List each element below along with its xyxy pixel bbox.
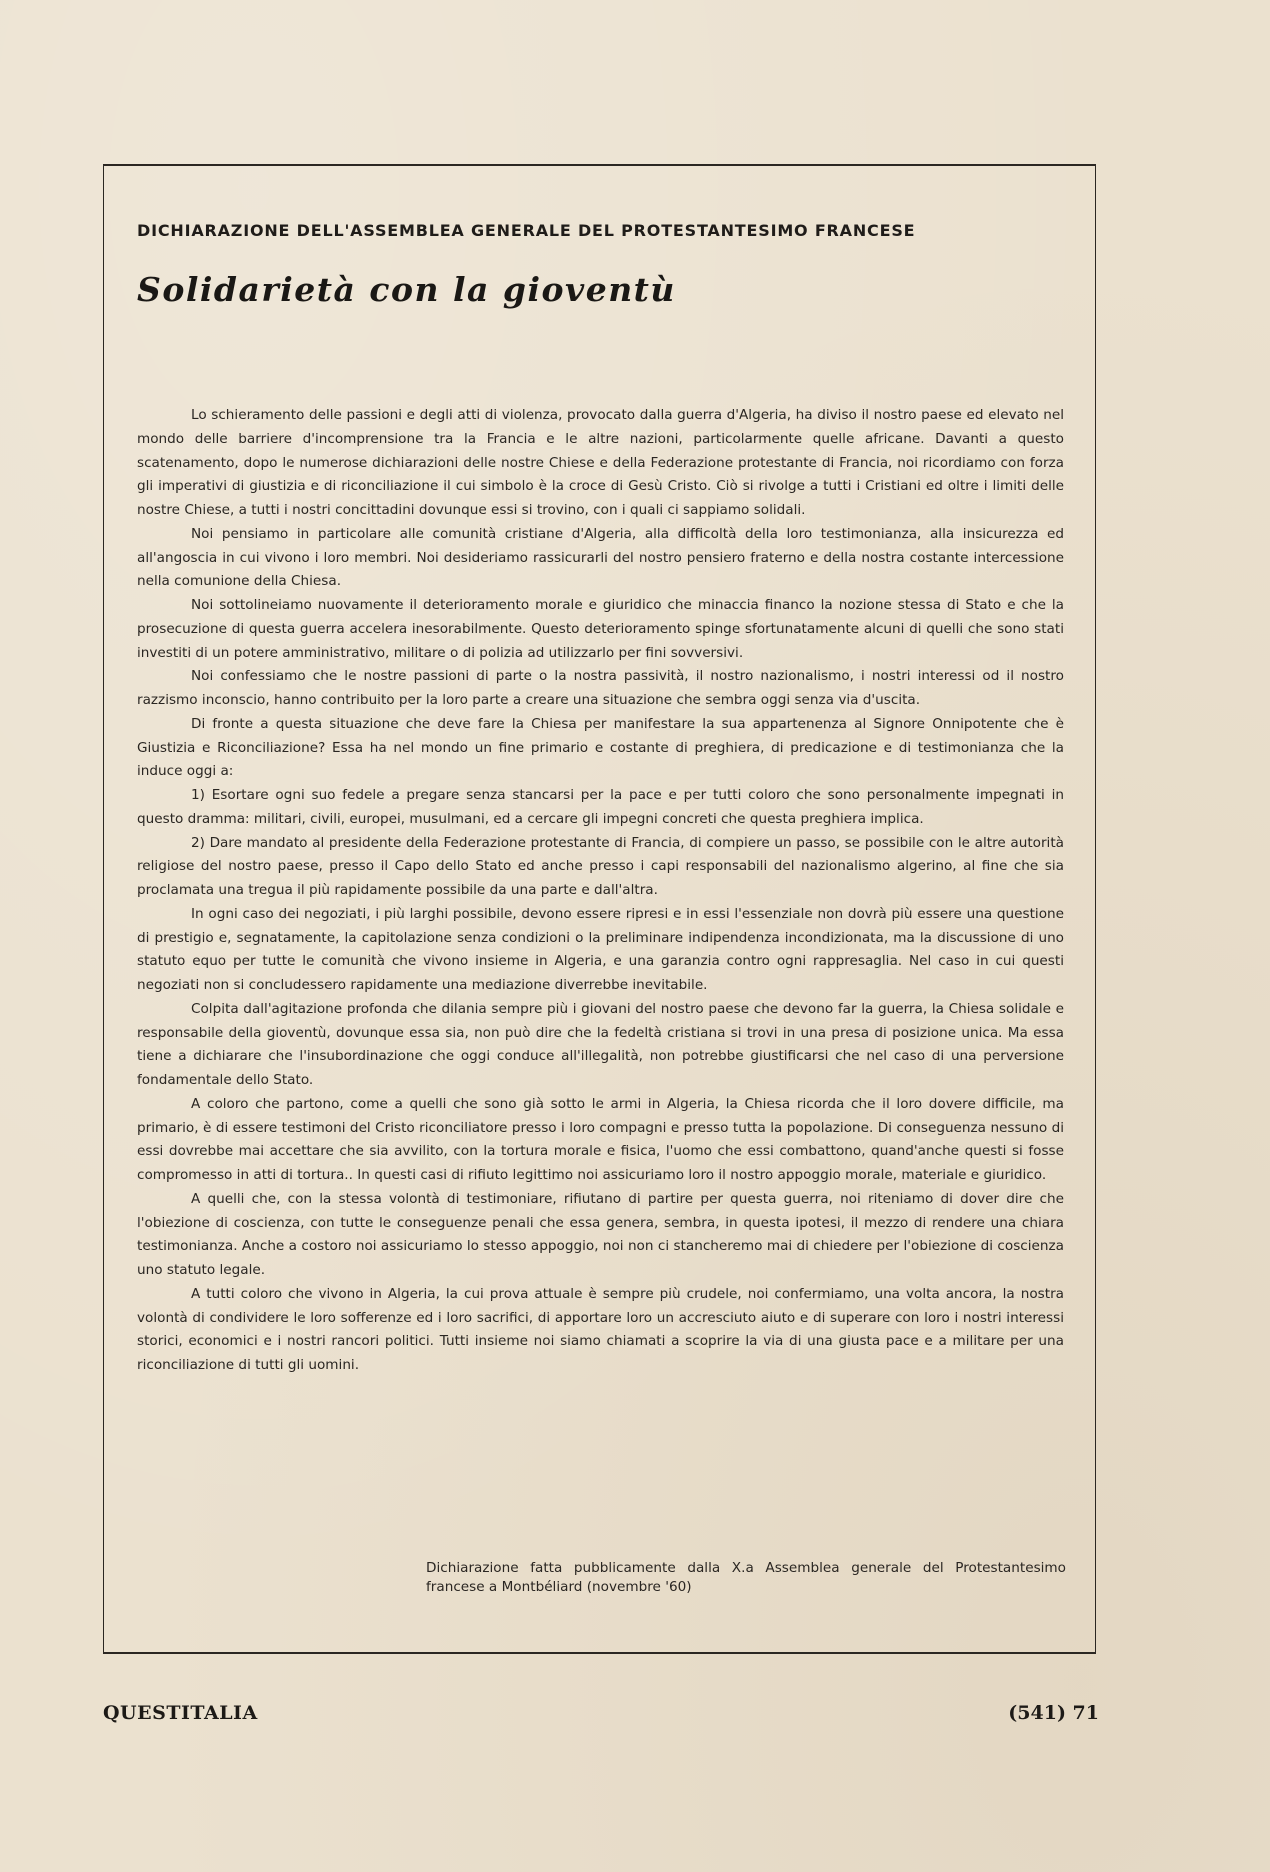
article-kicker: DICHIARAZIONE DELL'ASSEMBLEA GENERALE DEL PROTESTANTESIMO FRANCESE	[137, 221, 916, 240]
publication-name: QUESTITALIA	[103, 1702, 258, 1724]
body-paragraph: A quelli che, con la stessa volontà di testimoniare, rifiutano di partire per questa guerra, noi riteniamo di dover dire che l'obiezione di coscienza, con tutte le conseguenze penali che essa genera, sembra, in questa ipotesi, il mezzo di rendere una chiara testimonianza. Anche a costoro noi assicuriamo lo stesso appoggio, noi non ci stancheremo mai di chiedere per l'obiezione di coscienza uno statuto legale.	[137, 1190, 1064, 1278]
body-paragraph: A coloro che partono, come a quelli che sono già sotto le armi in Algeria, la Chiesa ricorda che il loro dovere difficile, ma primario, è di essere testimoni del Cristo riconciliatore presso i loro compagni e presso tutta la popolazione. Di conseguenza nessuno di essi dovrebbe mai accettare che sia avvilito, con la tortura morale e fisica, l'uomo che essi combattono, quand'anche questi si fosse compromesso in atti di tortura.. In questi casi di rifiuto legittimo noi assicuriamo loro il nostro appoggio morale, materiale e giuridico.	[137, 1095, 1064, 1183]
body-paragraph: Di fronte a questa situazione che deve fare la Chiesa per manifestare la sua appartenenza al Signore Onnipotente che è Giustizia e Riconciliazione? Essa ha nel mondo un fine primario e costante di preghiera, di predicazione e di testimonianza che la induce oggi a:	[137, 715, 1064, 780]
body-paragraph: A tutti coloro che vivono in Algeria, la cui prova attuale è sempre più crudele, noi confermiamo, una volta ancora, la nostra volontà di condividere le loro sofferenze ed i loro sacrifici, di apportare loro un accresciuto aiuto e di superare con loro i nostri interessi storici, economici e i nostri rancori politici. Tutti insieme noi siamo chiamati a scoprire la via di una giusta pace e a militare per una riconciliazione di tutti gli uomini.	[137, 1285, 1064, 1373]
body-paragraph: 1) Esortare ogni suo fedele a pregare senza stancarsi per la pace e per tutti coloro che sono personalmente impegnati in questo dramma: militari, civili, europei, musulmani, ed a cercare gli impegni concreti che questa preghiera implica.	[137, 787, 1064, 827]
body-paragraph: In ogni caso dei negoziati, i più larghi possibile, devono essere ripresi e in essi l'essenziale non dovrà più essere una questione di prestigio e, segnatamente, la capitolazione senza condizioni o la preliminare indipendenza incondizionata, ma la discussione di uno statuto equo per tutte le comunità che vivono insieme in Algeria, e una garanzia contro ogni rappresaglia. Nel caso in cui questi negoziati non si concludessero rapidamente una mediazione diverrebbe inevitabile.	[137, 905, 1064, 993]
signature-text: Dichiarazione fatta pubblicamente dalla X.a Assemblea generale del Protestantesimo francese a Montbéliard (novembre '60)	[426, 1560, 1066, 1595]
body-paragraph: Noi sottolineiamo nuovamente il deterioramento morale e giuridico che minaccia financo la nozione stessa di Stato e che la prosecuzione di questa guerra accelera inesorabilmente. Questo deterioramento spinge sfortunatamente alcuni di quelli che sono stati investiti di un potere amministrativo, militare o di polizia ad utilizzarlo per fini sovversivi.	[137, 597, 1064, 661]
page-number: (541) 71	[1008, 1702, 1099, 1724]
body-paragraph: Noi pensiamo in particolare alle comunità cristiane d'Algeria, alla difficoltà della loro testimonianza, alla insicurezza ed all'angoscia in cui vivono i loro membri. Noi desideriamo rassicurarli del nostro pensiero fraterno e della nostra costante intercessione nella comunione della Chiesa.	[137, 525, 1064, 590]
body-paragraph: Noi confessiamo che le nostre passioni di parte o la nostra passività, il nostro nazionalismo, i nostri interessi od il nostro razzismo inconscio, hanno contribuito per la loro parte a creare una situazione che sembra oggi senza via d'uscita.	[137, 668, 1064, 708]
article-signature	[426, 1559, 1066, 1596]
body-paragraph: 2) Dare mandato al presidente della Federazione protestante di Francia, di compiere un passo, se possibile con le altre autorità religiose del nostro paese, presso il Capo dello Stato ed anche presso i capi responsabili del nazionalismo algerino, al fine che sia proclamata una tregua il più rapidamente possibile da una parte e dall'altra.	[137, 834, 1064, 898]
article-title: Solidarietà con la gioventù	[137, 270, 676, 309]
article-body	[137, 404, 1064, 1378]
body-paragraph: Colpita dall'agitazione profonda che dilania sempre più i giovani del nostro paese che devono far la guerra, la Chiesa solidale e responsabile della gioventù, dovunque essa sia, non può dire che la fedeltà cristiana si trovi in una presa di posizione unica. Ma essa tiene a dichiarare che l'insubordinazione che oggi conduce all'illegalità, non potrebbe giustificarsi che nel caso di una perversione fondamentale dello Stato.	[137, 1000, 1064, 1088]
body-paragraph: Lo schieramento delle passioni e degli atti di violenza, provocato dalla guerra d'Algeria, ha diviso il nostro paese ed elevato nel mondo delle barriere d'incomprensione tra la Francia e le altre nazioni, particolarmente quelle africane. Davanti a questo scatenamento, dopo le numerose dichiarazioni delle nostre Chiese e della Federazione protestante di Francia, noi ricordiamo con forza gli imperativi di giustizia e di riconciliazione il cui simbolo è la croce di Gesù Cristo. Ciò si rivolge a tutti i Cristiani ed oltre i limiti delle nostre Chiese, a tutti i nostri concittadini dovunque essi si trovino, con i quali ci sappiamo solidali.	[137, 407, 1064, 518]
